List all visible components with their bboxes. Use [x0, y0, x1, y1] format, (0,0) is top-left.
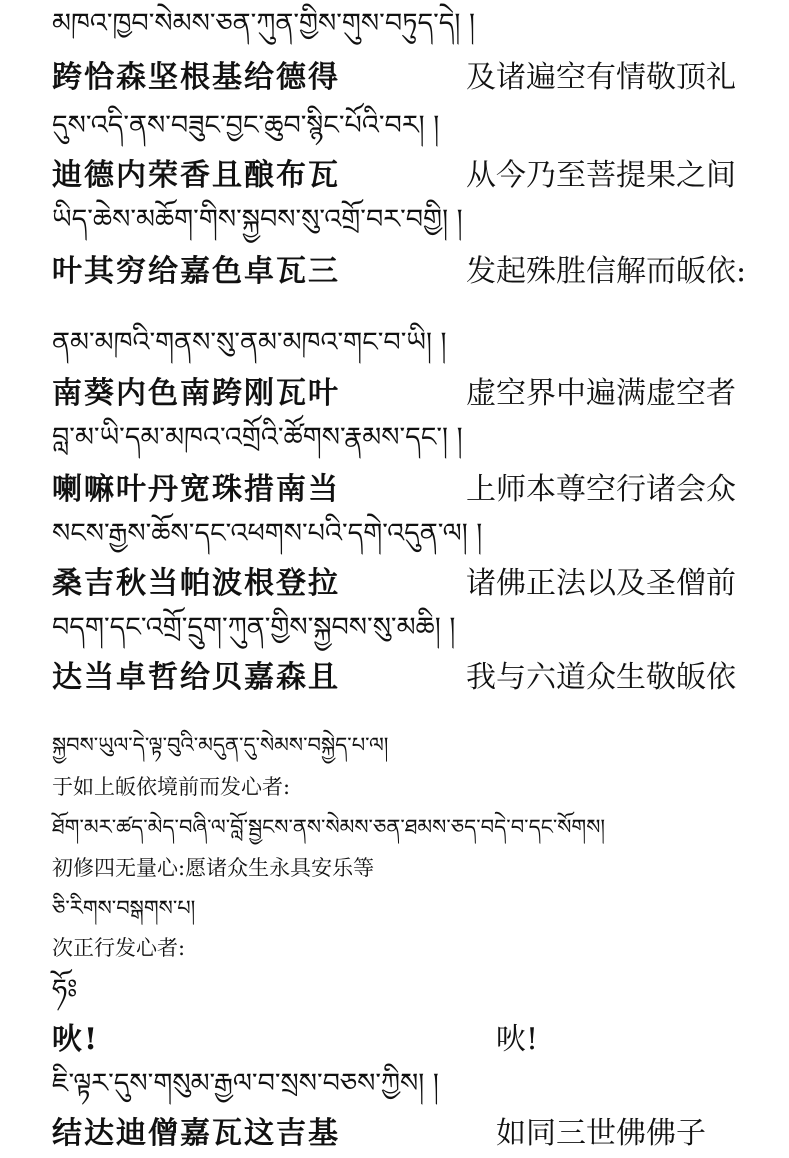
- transliteration-line-6: 桑吉秋当帕波根登拉: [52, 566, 340, 601]
- tibetan-verse-line-6: སངས་རྒྱས་ཆོས་དང་འཕགས་པའི་དགེ་འདུན་ལ། །: [52, 518, 483, 549]
- tibetan-verse-line-2: དུས་འདི་ནས་བཟུང་བྱང་ཆུབ་སྙིང་པོའི་བར། །: [52, 110, 440, 141]
- tibetan-verse-line-1: མཁའ་ཁྱབ་སེམས་ཅན་ཀུན་གྱིས་གུས་བཏུད་དེ། །: [52, 8, 475, 39]
- tibetan-note-2: ཐོག་མར་ཚད་མེད་བཞི་ལ་བློ་སྦྱངས་ནས་སེམས་ཅན་ཐམས་ཅད་བདེ་བ་དང་སོགས།: [52, 815, 606, 839]
- tibetan-verse-line-5: བླ་མ་ཡི་དམ་མཁའ་འགྲོའི་ཚོགས་རྣམས་དང་། །: [52, 422, 463, 453]
- translation-line-8: 如同三世佛佛子: [496, 1116, 706, 1151]
- transliteration-line-2: 迪德内荣香且酿布瓦: [52, 158, 340, 193]
- transliteration-line-4: 南葵内色南跨刚瓦叶: [52, 376, 340, 411]
- transliteration-line-1: 跨恰森坚根基给德得: [52, 60, 340, 95]
- translation-line-4: 虚空界中遍满虚空者: [466, 376, 736, 411]
- note-text-1: 于如上皈依境前而发心者:: [52, 775, 291, 799]
- note-text-2: 初修四无量心:愿诸众生永具安乐等: [52, 856, 375, 880]
- translation-line-5: 上师本尊空行诸会众: [466, 472, 736, 507]
- translation-line-1: 及诸遍空有情敬顶礼: [466, 60, 736, 95]
- translation-line-2: 从今乃至菩提果之间: [466, 158, 736, 193]
- note-text-3: 次正行发心者:: [52, 936, 186, 960]
- transliteration-line-3: 叶其穷给嘉色卓瓦三: [52, 254, 340, 289]
- tibetan-verse-line-4: ནམ་མཁའི་གནས་སུ་ནམ་མཁའ་གང་བ་ཡི། །: [52, 327, 447, 358]
- transliteration-ho: 吙!: [52, 1022, 100, 1057]
- transliteration-line-7: 达当卓哲给贝嘉森且: [52, 660, 340, 695]
- tibetan-note-3: ཅི་རིགས་བསྒགས་པ།: [52, 896, 196, 920]
- tibetan-verse-line-3: ཡིད་ཆེས་མཆོག་གིས་སྐྱབས་སུ་འགྲོ་བར་བགྱི། །: [52, 204, 463, 235]
- translation-line-7: 我与六道众生敬皈依: [466, 660, 736, 695]
- tibetan-ho-syllable: ཧོཿ: [52, 974, 78, 1005]
- transliteration-line-8: 结达迪僧嘉瓦这吉基: [52, 1116, 340, 1151]
- tibetan-verse-line-7: བདག་དང་འགྲོ་དྲུག་ཀུན་གྱིས་སྐྱབས་སུ་མཆི། །: [52, 612, 456, 643]
- translation-line-3: 发起殊胜信解而皈依:: [466, 254, 747, 289]
- translation-line-6: 诸佛正法以及圣僧前: [466, 566, 736, 601]
- tibetan-note-1: སྐྱབས་ཡུལ་དེ་ལྟ་བུའི་མདུན་དུ་སེམས་བསྐྱེད་པ་ལ།: [52, 733, 389, 757]
- translation-ho: 吙!: [496, 1022, 539, 1057]
- tibetan-verse-line-8: ཇི་ལྟར་དུས་གསུམ་རྒྱལ་བ་སྲས་བཅས་ཀྱིས། །: [52, 1068, 439, 1099]
- transliteration-line-5: 喇嘛叶丹宽珠措南当: [52, 472, 340, 507]
